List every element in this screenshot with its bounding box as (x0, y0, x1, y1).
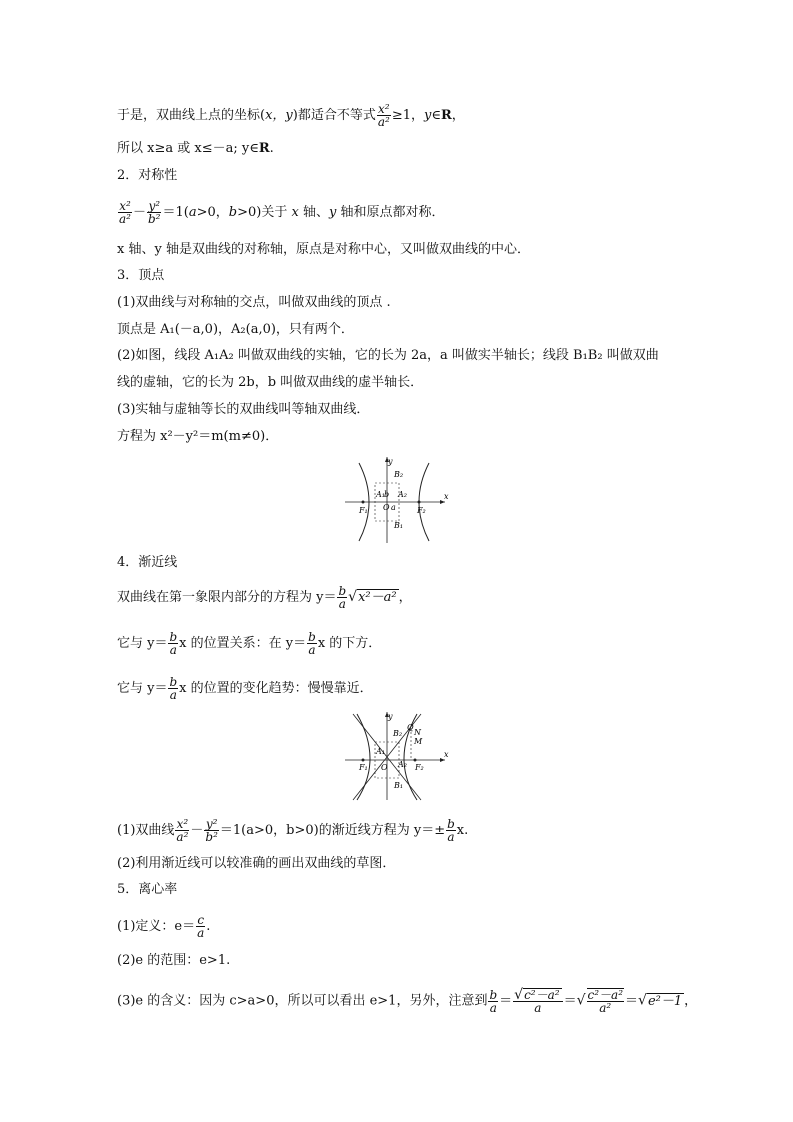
fig2-label-y: y (388, 712, 393, 721)
text-line-5: (1)双曲线与对称轴的交点，叫做双曲线的顶点 . (117, 295, 391, 310)
fig1-label-x: x (444, 492, 449, 501)
fig1-label-F2: F₂ (417, 506, 426, 515)
text-line-4: x 轴、y 轴是双曲线的对称轴，原点是对称中心，又叫做双曲线的中心． (117, 242, 530, 257)
fig1-label-F1: F₁ (359, 506, 368, 515)
fig1-label-y: y (388, 457, 393, 466)
text-line-8: 线的虚轴，它的长为 2b，b 叫做双曲线的虚半轴长． (117, 375, 424, 390)
fig1-label-a: a (391, 503, 396, 512)
fig2-label-A2: A₂ (398, 760, 407, 769)
fig2-label-F1: F₁ (359, 763, 368, 772)
fig1-label-B2: B₂ (394, 470, 404, 479)
text-line-11: 双曲线在第一象限内部分的方程为 y＝ $\frac{b}{a}$ √x²－a² ， (117, 584, 412, 611)
fig2-label-Q: Q (407, 723, 414, 732)
text-line-16: (1)定义：e＝ $\frac{c}{a}$ . (117, 913, 211, 940)
section-2-heading: 2．对称性 (117, 168, 178, 183)
text-line-15: (2)利用渐近线可以较准确的画出双曲线的草图． (117, 856, 396, 871)
text-line-7: (2)如图，线段 A₁A₂ 叫做双曲线的实轴，它的长为 2a，a 叫做实半轴长；线段 B₁B₂ 叫做双曲 (117, 348, 659, 363)
text-line-1: 于是，双曲线上点的坐标(x，y)都适合不等式 $\frac{\text{x²}}{\text{a²}}$ ≥1，y∈R， (117, 102, 465, 129)
fig2-label-F2: F₂ (415, 763, 424, 772)
hyperbola-figure-1 (345, 455, 455, 545)
text-line-18: (3)e 的含义：因为 c>a>0，所以可以看出 e>1，另外，注意到 $\frac{b}{a}$ ＝ $\frac{\text{√c²－a²}}{a}$ ＝√ $\frac{\text{c²－a²}}{\text{a²}}$ ＝√e²－1 ， (117, 987, 698, 1015)
fig2-label-x: x (444, 750, 449, 759)
section-3-heading: 3．顶点 (117, 268, 165, 283)
text-line-2: 所以 x≥a 或 x≤－a; y∈R. (117, 141, 274, 156)
hyperbola-figure-2 (345, 710, 455, 802)
fig1-label-O: O (383, 503, 390, 512)
fig2-label-O: O (381, 763, 388, 772)
text-line-3: $\frac{\text{x²}}{\text{a²}}$ － $\frac{\text{y²}}{\text{b²}}$ ＝1(a>0，b>0)关于 x 轴、y 轴和原点都对称． (119, 199, 445, 226)
section-4-heading: 4．渐近线 (117, 555, 178, 570)
text-line-10: 方程为 x²－y²＝m(m≠0)． (117, 429, 279, 444)
fig2-label-A1: A₁ (376, 747, 385, 756)
fig1-label-A2: A₂ (398, 490, 407, 499)
fig1-label-B1: B₁ (394, 521, 404, 530)
text-line-6: 顶点是 A₁(－a,0)，A₂(a,0)，只有两个． (117, 322, 354, 337)
fig2-label-B2: B₂ (393, 729, 403, 738)
fig1-label-b: b (384, 490, 390, 499)
section-5-heading: 5．离心率 (117, 882, 178, 897)
fig2-label-B1: B₁ (394, 781, 404, 790)
fraction-x2-a2: $\frac{\text{x²}}{\text{a²}}$ (377, 102, 390, 129)
text-line-17: (2)e 的范围：e>1. (117, 953, 231, 968)
text-line-12: 它与 y＝ $\frac{b}{a}$ x 的位置关系：在 y＝ $\frac{b}{a}$ x 的下方． (117, 630, 382, 657)
fig2-label-N: N (414, 728, 421, 737)
text-line-9: (3)实轴与虚轴等长的双曲线叫等轴双曲线． (117, 402, 370, 417)
fig2-label-M: M (414, 737, 423, 746)
fig1-label-A1: A₁ (376, 490, 385, 499)
text-line-14: (1)双曲线 $\frac{\text{x²}}{\text{a²}}$ － $\frac{\text{y²}}{\text{b²}}$ ＝1(a>0，b>0)的渐近线方程为 y＝± $\frac{b}{a}$ x. (117, 817, 469, 844)
text-line-13: 它与 y＝ $\frac{b}{a}$ x 的位置的变化趋势：慢慢靠近． (117, 675, 373, 702)
